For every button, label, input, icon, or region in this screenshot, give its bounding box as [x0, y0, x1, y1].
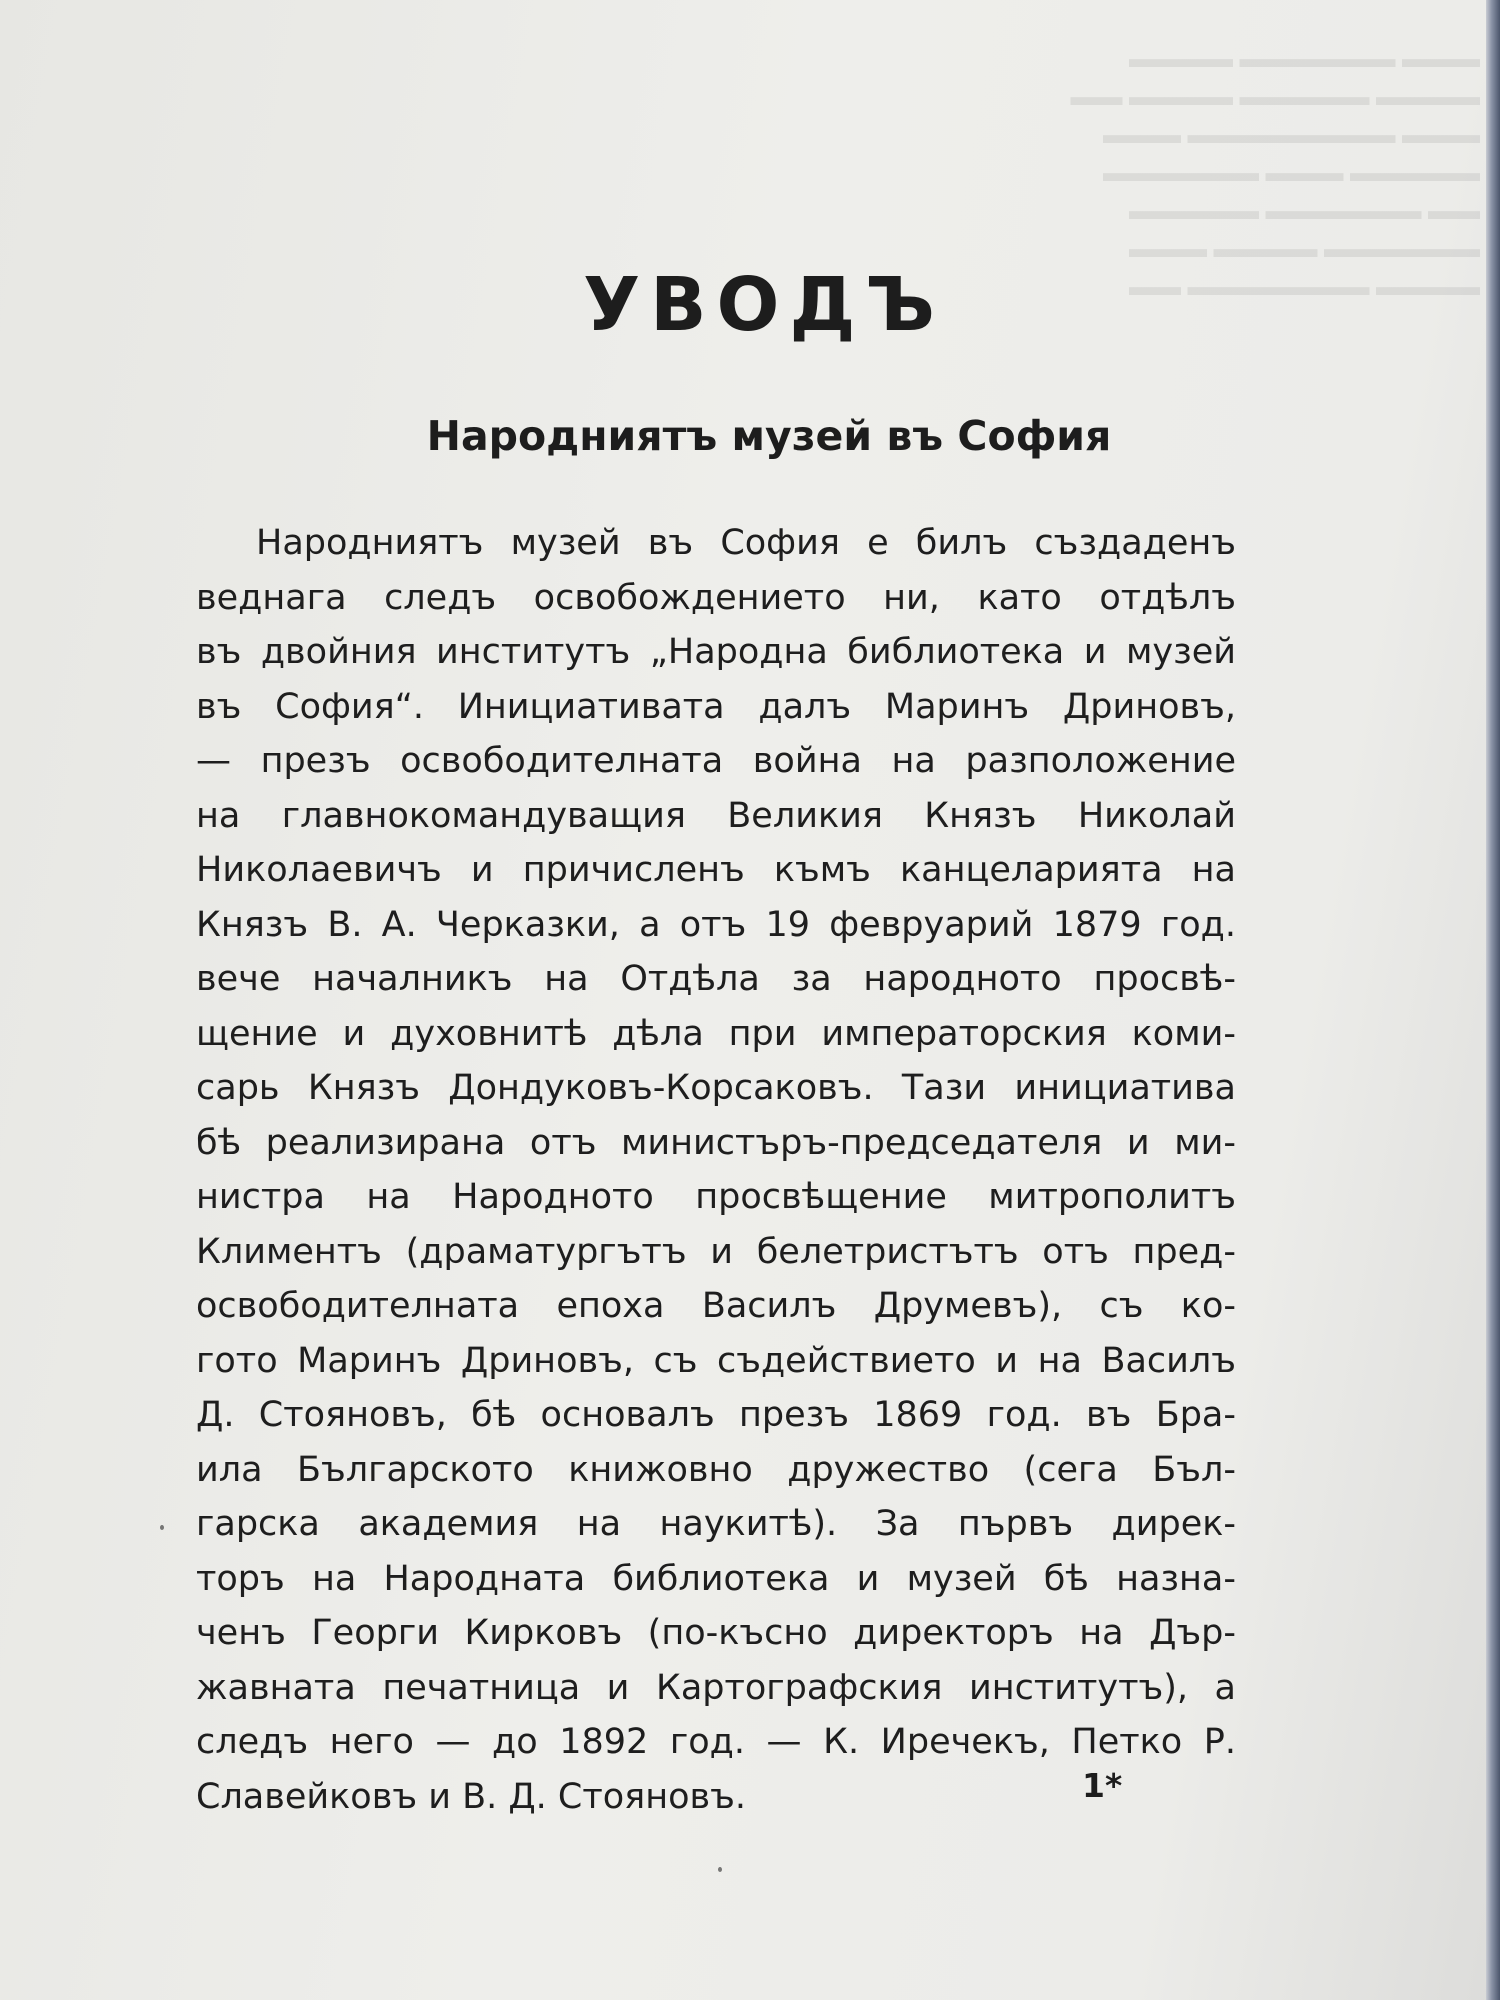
paper-speck [718, 1867, 722, 1872]
text-line: Д. Стояновъ, бѣ основалъ презъ 1869 год. въ Бра- [196, 1395, 1236, 1435]
paper-speck [160, 1525, 164, 1530]
text-line: Николаевичъ и причисленъ къмъ канцеларията на [196, 850, 1236, 890]
text-line: вече началникъ на Отдѣла за народното просвѣ- [196, 959, 1236, 999]
text-line: ила Българското книжовно дружество (сега Бъл- [196, 1449, 1236, 1490]
text-line: бѣ реализирана отъ министъръ-председателя и ми- [196, 1122, 1236, 1163]
text-line: Славейковъ и В. Д. Стояновъ. [196, 1776, 747, 1817]
text-line: Климентъ (драматургътъ и белетристътъ отъ пред- [196, 1231, 1236, 1272]
text-line: въ двойния институтъ „Народна библиотека и музей [196, 632, 1236, 672]
text-line: щение и духовнитѣ дѣла при императорския коми- [196, 1013, 1236, 1054]
text-line: Князъ В. А. Черказки, а отъ 19 февруарий 1879 год. [196, 904, 1236, 945]
text-line: освободителната епоха Василъ Друмевъ), съ ко- [196, 1286, 1236, 1326]
page-number: 1* [1082, 1766, 1123, 1805]
text-line: на главнокомандуващия Великия Князъ Николай [196, 795, 1236, 836]
text-line: сарь Князъ Дондуковъ-Корсаковъ. Тази инициатива [196, 1068, 1236, 1108]
text-line: ченъ Георги Кирковъ (по-късно директоръ на Дър- [196, 1613, 1236, 1653]
text-line: торъ на Народната библиотека и музей бѣ назна- [196, 1558, 1236, 1599]
section-title: Народниятъ музей въ София [426, 412, 1112, 460]
body-paragraph [196, 516, 1236, 1824]
show-through-text: ▬▬▬ ▬▬▬▬▬▬ ▬▬▬▬ ▬▬▬▬ ▬▬▬▬▬ ▬▬▬▬ ▬▬ ▬▬▬ ▬▬▬▬▬▬▬▬ ▬▬▬ ▬▬▬▬▬ ▬▬▬ ▬▬▬▬▬▬ ▬▬ ▬▬▬▬▬▬ ▬▬▬▬▬ ▬▬▬▬▬▬ ▬▬▬▬ ▬▬▬ ▬▬▬▬ ▬▬▬▬▬▬▬ ▬▬ [1070, 44, 1480, 301]
text-line: — презъ освободителната война на разположение [196, 741, 1236, 781]
text-line: въ София“. Инициативата далъ Маринъ Дриновъ, [196, 686, 1236, 727]
page-title: УВОДЪ [583, 262, 945, 348]
text-line: нистра на Народното просвѣщение митрополитъ [196, 1177, 1236, 1217]
text-line: Народниятъ музей въ София е билъ създаденъ [256, 523, 1236, 563]
book-edge [1486, 0, 1500, 2000]
text-line: гото Маринъ Дриновъ, съ съдействието и на Василъ [196, 1340, 1236, 1381]
text-line: веднага следъ освобождението ни, като отдѣлъ [196, 577, 1236, 618]
text-line: следъ него — до 1892 год. — К. Иречекъ, Петко Р. [196, 1722, 1236, 1762]
text-line: жавната печатница и Картографския институтъ), а [196, 1667, 1236, 1708]
text-line: гарска академия на наукитѣ). За първъ дирек- [196, 1504, 1236, 1544]
